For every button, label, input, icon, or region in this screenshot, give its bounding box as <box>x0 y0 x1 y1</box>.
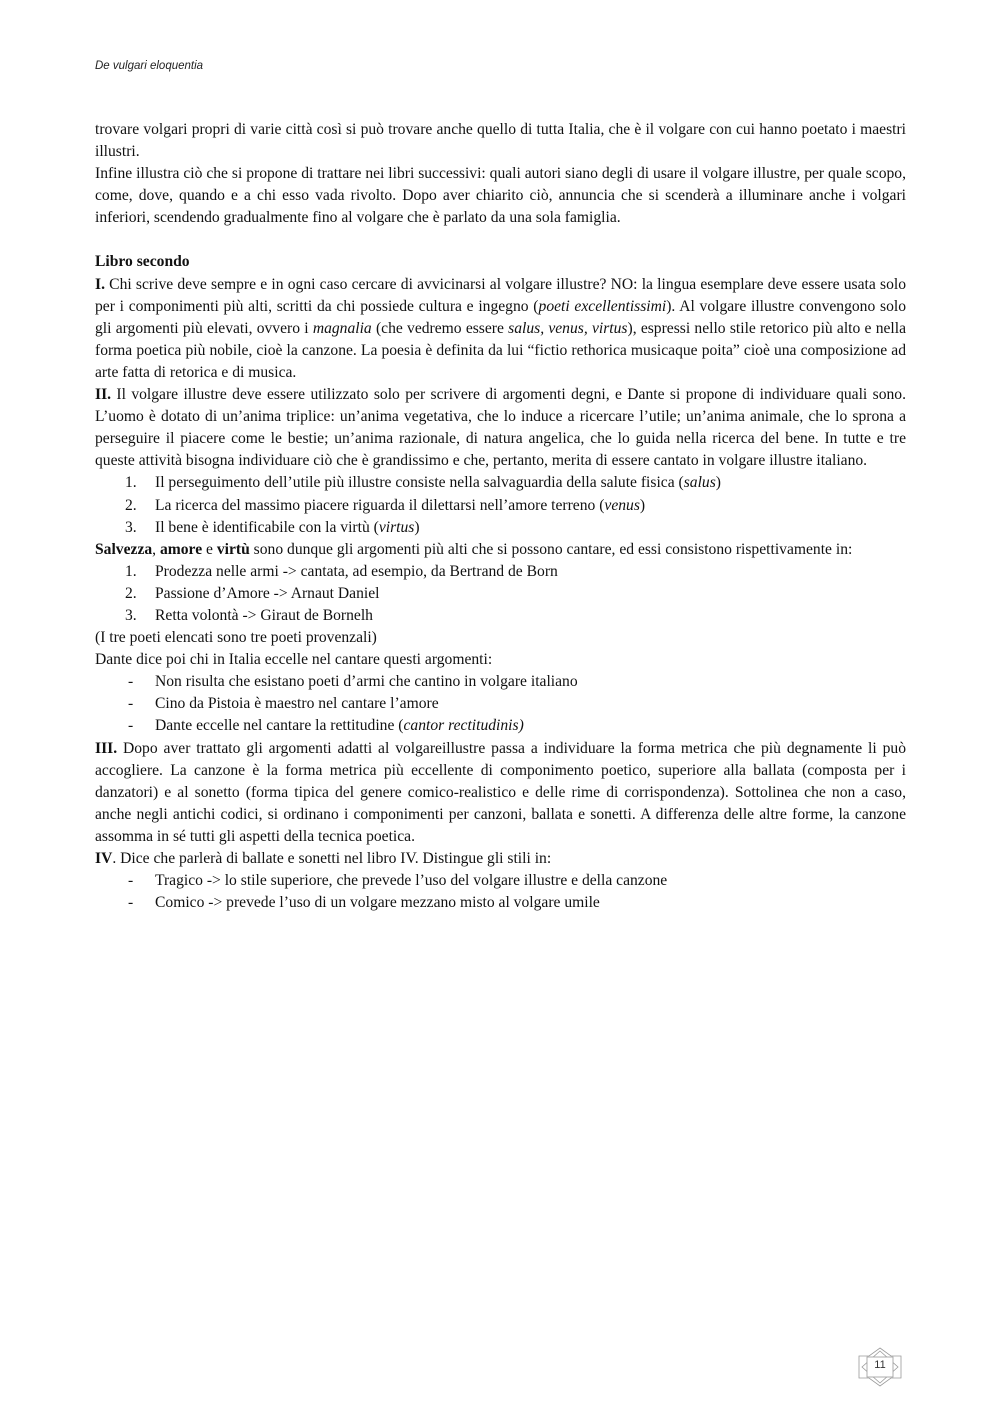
list-text: ) <box>414 518 420 536</box>
list-marker: 1. <box>125 474 137 492</box>
list-marker: - <box>128 695 134 713</box>
list-item <box>95 605 906 627</box>
italic-term: salus <box>683 474 716 492</box>
numbered-list <box>95 561 906 627</box>
text-run: ), espressi nello stile retorico più alto e nella forma poetica più nobile, cioè la canzone. La poesia è definita da lui “fictio rethorica musicaque poita” cioè una composizione ad arte fatta di retorica e di musica. <box>95 319 906 381</box>
italic-term: venus <box>604 496 640 514</box>
intro-paragraph: trovare volgari propri di varie città così si può trovare anche quello di tutta Italia, che è il volgare con cui hanno poetato i maestri illustri. <box>95 121 906 161</box>
list-text: ) <box>639 496 646 514</box>
text-run: e <box>202 540 217 558</box>
summary-line <box>95 539 906 561</box>
text-run: Chi scrive deve sempre e in ogni caso cercare di avvicinarsi al volgare illustre? NO: la lingua esemplare deve essere usata solo per i componimenti più alti, scritti da chi possiede cultura e ingegno ( <box>95 275 906 315</box>
list-item <box>95 693 906 715</box>
list-text: Il bene è identificabile con la virtù ( <box>155 518 379 536</box>
list-item <box>95 715 906 737</box>
list-text: ) <box>715 474 721 492</box>
chapter-number: I. <box>95 275 105 293</box>
list-marker: 2. <box>125 584 137 602</box>
italic-term: virtus <box>378 518 415 536</box>
dash-list <box>95 870 906 914</box>
numbered-list <box>95 472 906 538</box>
page-number-ornament <box>858 1347 902 1387</box>
bold-term: amore <box>159 540 203 558</box>
chapter-paragraph-4 <box>95 848 906 870</box>
lead-line: Dante dice poi chi in Italia eccelle nel cantare questi argomenti: <box>95 651 493 669</box>
list-text: Non risulta che esistano poeti d’armi che cantino in volgare italiano <box>155 673 578 691</box>
document-body <box>95 119 906 914</box>
text-run: sono dunque gli argomenti più alti che si possono cantare, ed essi consistono rispettivamente in: <box>249 540 853 558</box>
list-item <box>95 561 906 583</box>
text-run: Dopo aver trattato gli argomenti adatti al volgareillustre passa a individuare la forma metrica che più degnamente li può accogliere. La canzone è la forma metrica più eccellente di componimento poetico, superiore alla ballata (composta per i danzatori) e al sonetto (forma tipica del genere comico-realistico e delle rime di corrispondenza). Sottolinea che non a caso, anche negli antichi codici, si ordinano i componimenti per canzoni, ballata e sonetti. A differenza delle altre forme, la canzone assomma in sé tutti gli aspetti della tecnica poetica. <box>95 739 906 845</box>
list-item <box>95 495 906 517</box>
list-text: Retta volontà -> Giraut de Bornelh <box>155 606 373 624</box>
chapter-paragraph-2 <box>95 384 906 472</box>
list-item <box>95 870 906 892</box>
list-text: Cino da Pistoia è maestro nel cantare l’amore <box>155 695 439 713</box>
text-run: ). Al volgare illustre convengono solo gli argomenti più elevati, ovvero i <box>95 297 907 337</box>
text-run: (che vedremo essere <box>371 319 509 337</box>
list-item <box>95 671 906 693</box>
list-text: Tragico -> lo stile superiore, che prevede l’uso del volgare illustre e della canzone <box>155 872 668 890</box>
list-item <box>95 583 906 605</box>
list-marker: 3. <box>125 518 137 536</box>
chapter-number: III. <box>95 739 118 757</box>
chapter-number: IV <box>95 850 113 867</box>
chapter-number: II. <box>95 386 112 404</box>
running-head: De vulgari eloquentia <box>95 60 204 72</box>
list-text: Comico -> prevede l’uso di un volgare mezzano misto al volgare umile <box>155 894 600 912</box>
chapter-paragraph-1 <box>95 274 906 384</box>
page-number: 11 <box>874 1359 886 1371</box>
italic-term: magnalia <box>312 319 372 337</box>
list-marker: 3. <box>125 606 137 624</box>
bold-term: virtù <box>216 540 250 558</box>
list-item <box>95 517 906 539</box>
list-item <box>95 472 906 494</box>
list-text: Passione d’Amore -> Arnaut Daniel <box>155 584 380 602</box>
list-marker: - <box>128 673 134 691</box>
chapter-paragraph-3 <box>95 738 906 848</box>
italic-term: cantor rectitudinis) <box>403 717 524 735</box>
text-run: , <box>152 540 160 558</box>
list-text: La ricerca del massimo piacere riguarda il dilettarsi nell’amore terreno ( <box>155 496 605 514</box>
list-item <box>95 892 906 914</box>
bold-term: Salvezza <box>95 540 153 558</box>
list-marker: - <box>128 894 134 912</box>
dash-list <box>95 671 906 737</box>
list-text: Il perseguimento dell’utile più illustre consiste nella salvaguardia della salute fisica ( <box>155 474 684 492</box>
list-text: Dante eccelle nel cantare la rettitudine ( <box>155 717 404 735</box>
list-text: Prodezza nelle armi -> cantata, ad esempio, da Bertrand de Born <box>155 562 558 580</box>
list-marker: 2. <box>125 496 137 514</box>
list-marker: - <box>128 717 134 735</box>
section-heading: Libro secondo <box>95 253 190 271</box>
text-run: Il volgare illustre deve essere utilizzato solo per scrivere di argomenti degni, e Dante si propone di individuare quali sono. L’uomo è dotato di un’anima triplice: un’anima vegetativa, che lo induce a ricercare l’utile; un’anima animale, che lo sprona a perseguire il piacere come le bestie; un’anima razionale, di natura angelica, che lo guida nella ricerca del bene. In tutte e tre queste attività bisogna individuare ciò che è grandissimo e che, pertanto, merita di essere cantato in volgare illustre italiano. <box>95 386 906 470</box>
intro-paragraph: Infine illustra ciò che si propone di trattare nei libri successivi: quali autori siano degli di usare il volgare illustre, per quale scopo, come, dove, quando e a chi esso vada rivolto. Dopo aver chiarito ciò, annuncia che si scenderà a illuminare anche i volgari inferiori, scendendo gradualmente fino al volgare che è parlato da una sola famiglia. <box>95 165 906 227</box>
note-line: (I tre poeti elencati sono tre poeti provenzali) <box>95 629 377 647</box>
italic-term: salus, venus, virtus <box>508 319 628 337</box>
text-run: . Dice che parlerà di ballate e sonetti nel libro IV. Distingue gli stili in: <box>112 850 552 867</box>
list-marker: - <box>128 872 134 890</box>
list-marker: 1. <box>125 562 137 580</box>
italic-term: poeti excellentissimi <box>538 297 667 315</box>
